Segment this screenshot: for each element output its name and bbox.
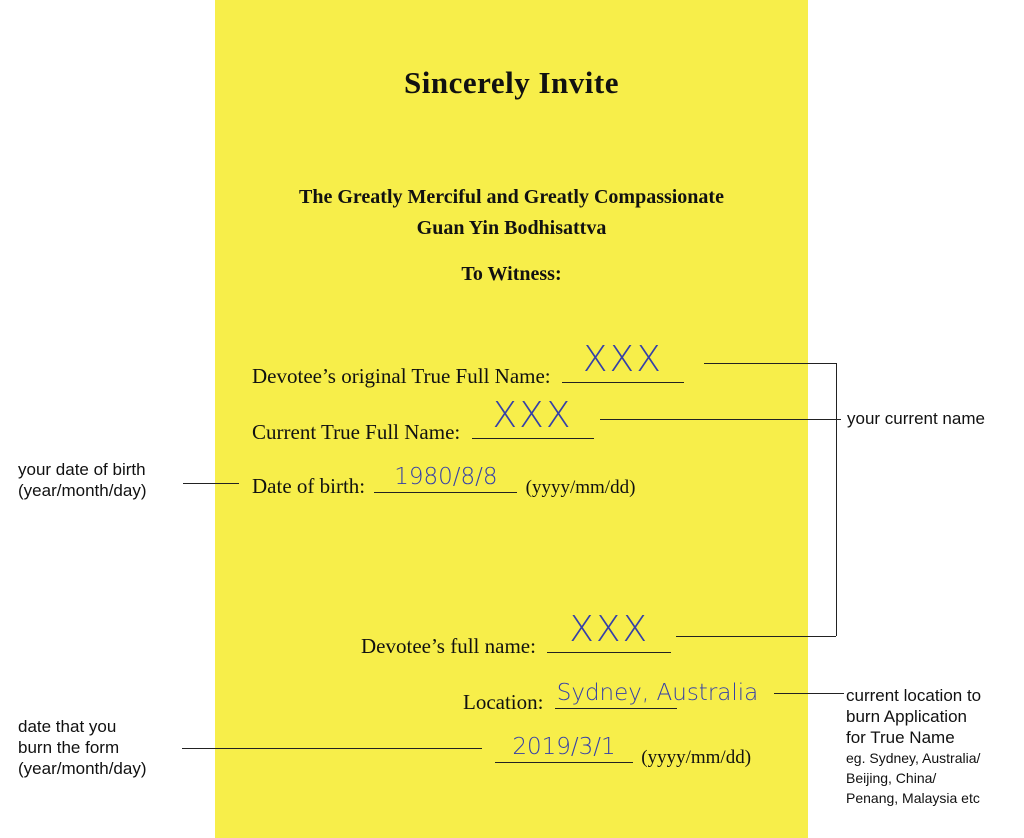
location-label: Location: <box>463 690 544 714</box>
annotation-dob-line1: your date of birth <box>18 460 146 479</box>
dob-connector <box>183 483 239 484</box>
annotation-dob <box>18 459 147 501</box>
location-value: Sydney, Australia <box>556 680 759 706</box>
annotation-location-eg1: eg. Sydney, Australia/ <box>846 750 981 766</box>
devotee-name-row <box>361 609 671 659</box>
annotation-burn-date-line1: date that you <box>18 717 117 736</box>
annotation-burn-date-line3: (year/month/day) <box>18 759 147 778</box>
devotee-name-connector <box>676 636 836 637</box>
original-name-row <box>252 339 684 389</box>
devotee-name-value: XXX <box>569 609 650 650</box>
burn-date-value: 2019/3/1 <box>512 734 616 760</box>
name-bracket <box>836 363 837 636</box>
annotation-current-name: your current name <box>847 409 985 428</box>
location-row <box>463 680 759 715</box>
location-connector <box>774 693 844 694</box>
original-name-label: Devotee’s original True Full Name: <box>252 364 551 388</box>
devotee-name-label: Devotee’s full name: <box>361 634 536 658</box>
burn-date-format: (yyyy/mm/dd) <box>641 747 752 768</box>
location-field[interactable] <box>555 680 759 709</box>
invocation-line-2: Guan Yin Bodhisattva <box>416 217 607 239</box>
dob-label: Date of birth: <box>252 474 366 498</box>
current-name-row <box>252 395 594 445</box>
annotation-location-line2: burn Application <box>846 707 967 726</box>
dob-format: (yyyy/mm/dd) <box>525 477 636 498</box>
dob-field[interactable] <box>374 464 517 493</box>
annotation-location-line1: current location to <box>846 686 982 705</box>
current-name-value: XXX <box>492 395 573 436</box>
annotation-location-eg2: Beijing, China/ <box>846 770 937 786</box>
current-name-connector <box>600 419 836 420</box>
dob-row <box>252 464 636 499</box>
annotation-dob-line2: (year/month/day) <box>18 481 147 500</box>
devotee-name-field[interactable] <box>547 609 671 653</box>
original-name-connector <box>704 363 836 364</box>
burn-date-field[interactable] <box>495 734 633 763</box>
current-name-pointer <box>836 419 841 420</box>
witness-heading: To Witness: <box>461 263 562 285</box>
burn-date-row <box>495 734 752 769</box>
original-name-field[interactable] <box>562 339 684 383</box>
dob-value: 1980/8/8 <box>394 464 498 490</box>
annotation-burn-date-line2: burn the form <box>18 738 120 757</box>
annotation-burn-date <box>18 716 147 779</box>
annotation-location-line3: for True Name <box>846 728 955 747</box>
form-title: Sincerely Invite <box>404 65 619 100</box>
original-name-value: XXX <box>582 339 663 380</box>
burn-date-connector <box>182 748 482 749</box>
current-name-label: Current True Full Name: <box>252 420 461 444</box>
annotation-location <box>846 685 981 808</box>
invocation-line-1: The Greatly Merciful and Greatly Compassionate <box>299 186 724 208</box>
current-name-field[interactable] <box>472 395 594 439</box>
annotation-location-eg3: Penang, Malaysia etc <box>846 790 980 806</box>
